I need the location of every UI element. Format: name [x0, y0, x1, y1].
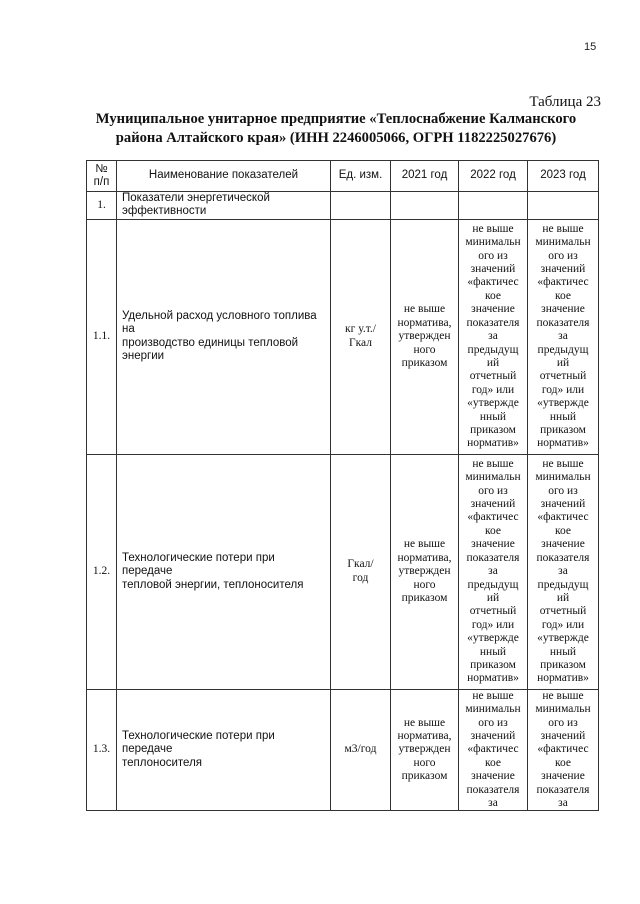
cell-line: ий [486, 591, 500, 604]
cell-line: ного [413, 578, 436, 591]
cell-line: отчетный [469, 605, 517, 618]
cell-line: предыдущ [467, 578, 519, 591]
cell-line: минимальн [535, 236, 591, 249]
cell-line: теплоносителя [122, 756, 203, 769]
cell-line: за [558, 797, 568, 810]
table-row [87, 454, 599, 689]
cell-line: предыдущ [537, 578, 589, 591]
value-2022 [459, 192, 528, 220]
unit-of-measure [331, 454, 391, 689]
value-2022 [459, 219, 528, 454]
cell-line: показателя [536, 551, 590, 564]
cell-line: значение [471, 303, 515, 316]
cell-line: приказом [401, 356, 448, 369]
cell-line: «фактичес [537, 743, 589, 756]
cell-line: «фактичес [537, 511, 589, 524]
unit-of-measure [331, 219, 391, 454]
cell-line: ий [556, 591, 570, 604]
cell-line: нный [479, 410, 507, 423]
cell-line: значение [541, 303, 585, 316]
cell-line: минимальн [535, 703, 591, 716]
cell-line: норматив» [467, 437, 519, 450]
cell-line: кое [485, 524, 501, 537]
cell-line: не выше [472, 457, 514, 470]
value-2022 [459, 454, 528, 689]
cell-line: м3/год [344, 743, 377, 756]
cell-line: значений [470, 263, 516, 276]
cell-line: отчетный [469, 370, 517, 383]
row-num: 1.2. [87, 454, 117, 689]
cell-line: «утвержде [537, 397, 589, 410]
row-num: 1.3. [87, 689, 117, 811]
cell-line: нный [549, 410, 577, 423]
value-2021 [391, 689, 459, 811]
cell-line: Гкал/ [347, 558, 374, 571]
cell-line: ий [556, 356, 570, 369]
cell-line: норматив» [537, 672, 589, 685]
cell-line: норматив» [537, 437, 589, 450]
indicator-name [117, 192, 331, 220]
value-2021 [391, 454, 459, 689]
cell-line: нный [479, 645, 507, 658]
cell-line: показателя [536, 783, 590, 796]
indicator-name [117, 454, 331, 689]
value-2023 [528, 219, 599, 454]
cell-line: утвержден [398, 743, 451, 756]
cell-line: значений [540, 730, 586, 743]
cell-line: год» или [471, 383, 515, 396]
value-2022 [459, 689, 528, 811]
cell-line: кое [485, 756, 501, 769]
cell-line: не выше [542, 457, 584, 470]
table-row [87, 192, 599, 220]
cell-line: «утвержде [467, 397, 519, 410]
cell-line: не выше [472, 689, 514, 702]
header-num: № п/п [87, 161, 117, 192]
unit-of-measure [331, 192, 391, 220]
header-2022: 2022 год [459, 161, 528, 192]
cell-line: «фактичес [467, 276, 519, 289]
table-row [87, 689, 599, 811]
value-2021 [391, 192, 459, 220]
row-num: 1. [87, 192, 117, 220]
cell-line: «утвержде [467, 632, 519, 645]
cell-line: значений [540, 498, 586, 511]
cell-line: кое [555, 524, 571, 537]
cell-line: не выше [542, 222, 584, 235]
cell-line: год» или [541, 618, 585, 631]
cell-line: значений [470, 730, 516, 743]
cell-line: за [558, 330, 568, 343]
cell-line: кое [555, 756, 571, 769]
cell-line: Показатели энергетической [122, 192, 270, 204]
cell-line: приказом [540, 423, 586, 436]
unit-of-measure [331, 689, 391, 811]
cell-line: значений [540, 263, 586, 276]
value-2023 [528, 192, 599, 220]
cell-line: за [488, 330, 498, 343]
cell-line: ого из [548, 249, 578, 262]
cell-line: эффективности [122, 205, 207, 218]
title-line: района Алтайского края» (ИНН 2246005066, ОГРН 1182225027676) [115, 130, 557, 146]
cell-line: не выше [542, 689, 584, 702]
cell-line: норматива, [397, 316, 452, 329]
cell-line: ого из [478, 249, 508, 262]
cell-line: год» или [471, 618, 515, 631]
cell-line: предыдущ [537, 343, 589, 356]
table-row [87, 219, 599, 454]
cell-line: утвержден [398, 330, 451, 343]
cell-line: предыдущ [467, 343, 519, 356]
indicator-name [117, 219, 331, 454]
cell-line: производство единицы тепловой [122, 336, 299, 349]
title-line: Муниципальное унитарное предприятие «Теплоснабжение Калманского [95, 111, 577, 127]
cell-line: энергии [122, 350, 165, 363]
table-label: Таблица 23 [529, 94, 601, 110]
cell-line: норматив» [467, 672, 519, 685]
header-unit: Ед. изм. [331, 161, 391, 192]
cell-line: ого из [548, 716, 578, 729]
cell-line: отчетный [539, 370, 587, 383]
cell-line: значение [471, 770, 515, 783]
cell-line: Удельной расход условного топлива на [122, 310, 317, 336]
header-2021: 2021 год [391, 161, 459, 192]
cell-line: «утвержде [537, 632, 589, 645]
row-num: 1.1. [87, 219, 117, 454]
cell-line: минимальн [465, 471, 521, 484]
cell-line: кг у.т./ [345, 323, 376, 336]
cell-line: минимальн [535, 471, 591, 484]
cell-line: год» или [541, 383, 585, 396]
cell-line: показателя [536, 316, 590, 329]
cell-line: кое [485, 289, 501, 302]
cell-line: показателя [466, 783, 520, 796]
cell-line: приказом [540, 658, 586, 671]
cell-line: ий [486, 356, 500, 369]
value-2021 [391, 219, 459, 454]
cell-line: приказом [401, 591, 448, 604]
cell-line: утвержден [398, 565, 451, 578]
cell-line: Технологические потери при передаче [122, 551, 275, 578]
cell-line: «фактичес [467, 743, 519, 756]
cell-line: ого из [478, 716, 508, 729]
cell-line: приказом [401, 770, 448, 783]
cell-line: минимальн [465, 236, 521, 249]
cell-line: значение [541, 770, 585, 783]
cell-line: ного [413, 756, 436, 769]
cell-line: «фактичес [537, 276, 589, 289]
cell-line: приказом [470, 658, 516, 671]
cell-line: за [488, 797, 498, 810]
cell-line: минимальн [465, 703, 521, 716]
cell-line: значение [541, 538, 585, 551]
cell-line: тепловой энергии, теплоносителя [122, 578, 304, 591]
table-header-row [87, 161, 599, 192]
cell-line: значений [470, 498, 516, 511]
cell-line: значение [471, 538, 515, 551]
cell-line: приказом [470, 423, 516, 436]
value-2023 [528, 689, 599, 811]
cell-line: ого из [478, 484, 508, 497]
cell-line: ого из [548, 484, 578, 497]
cell-line: отчетный [539, 605, 587, 618]
cell-line: норматива, [397, 551, 452, 564]
document-title [86, 110, 586, 148]
cell-line: не выше [403, 716, 446, 729]
cell-line: показателя [466, 316, 520, 329]
cell-line: показателя [466, 551, 520, 564]
header-name: Наименование показателей [117, 161, 331, 192]
cell-line: Технологические потери при передаче [122, 730, 275, 756]
page-number: 15 [584, 41, 597, 53]
cell-line: за [488, 565, 498, 578]
indicators-table [86, 160, 599, 811]
cell-line: «фактичес [467, 511, 519, 524]
cell-line: не выше [472, 222, 514, 235]
cell-line: нный [549, 645, 577, 658]
cell-line: год [352, 571, 369, 584]
cell-line: Гкал [348, 336, 372, 349]
cell-line: не выше [403, 538, 446, 551]
cell-line: за [558, 565, 568, 578]
header-2023: 2023 год [528, 161, 599, 192]
value-2023 [528, 454, 599, 689]
cell-line: ного [413, 343, 436, 356]
cell-line: не выше [403, 303, 446, 316]
cell-line: норматива, [397, 730, 452, 743]
cell-line: кое [555, 289, 571, 302]
indicator-name [117, 689, 331, 811]
